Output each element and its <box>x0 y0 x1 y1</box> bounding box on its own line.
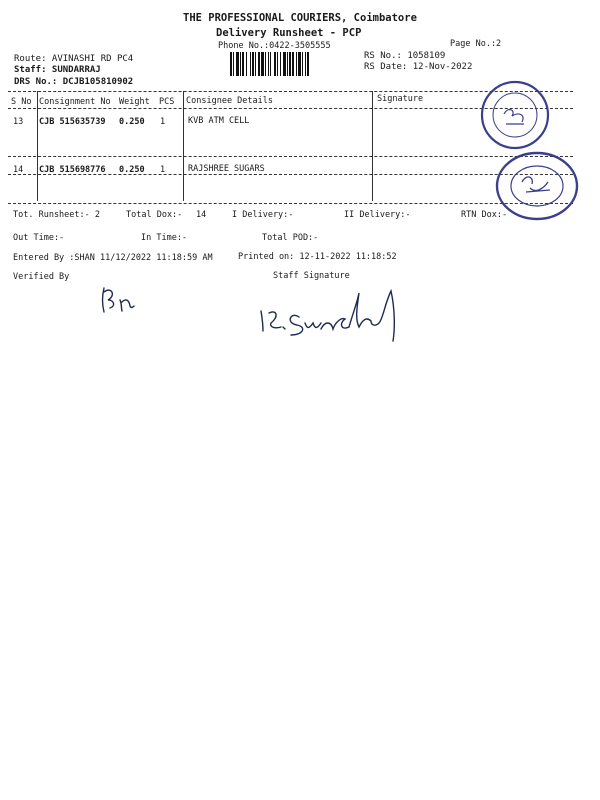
column-divider <box>37 91 38 201</box>
ii-delivery: II Delivery:- <box>344 210 411 220</box>
col-pcs: PCS <box>159 97 175 107</box>
staff-signature-label: Staff Signature <box>273 271 350 281</box>
entered-by: Entered By :SHAN 11/12/2022 11:18:59 AM <box>13 253 213 263</box>
row2-consignee: RAJSHREE SUGARS <box>188 164 265 174</box>
in-time: In Time:- <box>141 233 188 243</box>
drs-number: DRS No.: DCJB105810902 <box>14 77 134 87</box>
tot-runsheet: Tot. Runsheet:- 2 <box>13 210 100 220</box>
company-name: THE PROFESSIONAL COURIERS, Coimbatore <box>183 12 417 24</box>
col-consignee-details: Consignee Details <box>186 96 273 106</box>
document-title: Delivery Runsheet - PCP <box>216 27 362 39</box>
page-number: Page No.:2 <box>450 39 502 49</box>
row1-sno: 13 <box>13 117 24 127</box>
total-dox-value: 14 <box>196 210 207 220</box>
col-weight: Weight <box>119 97 150 107</box>
staff-label: Staff: SUNDARRAJ <box>14 65 101 75</box>
row2-pcs: 1 <box>160 165 166 175</box>
staff-handwritten-signature <box>255 283 415 343</box>
col-consignment-no: Consignment No <box>39 97 111 107</box>
phone-number: Phone No.:0422-3505555 <box>218 41 331 51</box>
row1-consignee: KVB ATM CELL <box>188 116 250 126</box>
rtn-dox: RTN Dox:- <box>461 210 508 220</box>
rs-date: RS Date: 12-Nov-2022 <box>364 62 473 72</box>
route-label: Route: AVINASHI RD PC4 <box>14 54 134 64</box>
rs-number: RS No.: 1058109 <box>364 51 446 61</box>
i-delivery: I Delivery:- <box>232 210 294 220</box>
column-divider <box>372 91 373 201</box>
table-bottom-rule <box>8 203 573 204</box>
bank-rubber-stamp <box>478 78 552 152</box>
row-separator <box>8 156 573 157</box>
printed-on: Printed on: 12-11-2022 11:18:52 <box>238 252 397 262</box>
row1-weight: 0.250 <box>119 117 145 127</box>
col-sno: S No <box>11 97 32 107</box>
row2-consignment: CJB 515698776 <box>39 165 106 175</box>
column-divider <box>183 91 184 201</box>
col-signature: Signature <box>377 94 424 104</box>
company-rubber-stamp <box>492 148 582 224</box>
verifier-initials-signature <box>98 284 148 318</box>
row1-consignment: CJB 515635739 <box>39 117 106 127</box>
total-dox-label: Total Dox:- <box>126 210 183 220</box>
verified-by: Verified By <box>13 272 70 282</box>
barcode <box>230 52 353 76</box>
out-time: Out Time:- <box>13 233 65 243</box>
total-pod: Total POD:- <box>262 233 319 243</box>
row2-weight: 0.250 <box>119 165 145 175</box>
row2-sno: 14 <box>13 165 24 175</box>
row1-pcs: 1 <box>160 117 166 127</box>
